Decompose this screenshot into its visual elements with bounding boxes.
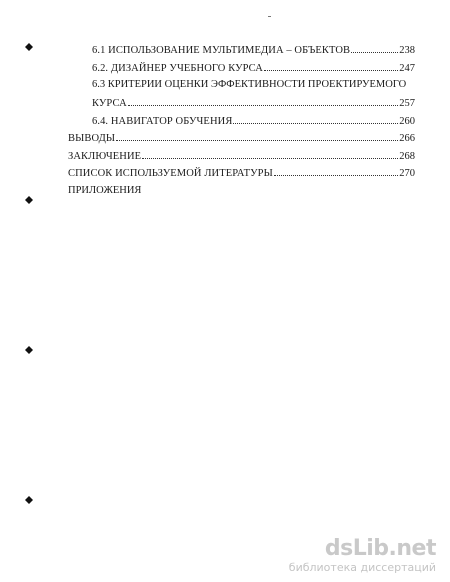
toc-entry-page: 266 [399, 133, 415, 144]
toc-entry-label[interactable]: 6.3 КРИТЕРИИ ОЦЕНКИ ЭФФЕКТИВНОСТИ ПРОЕКТИРУЕМОГО [92, 79, 407, 90]
toc-leader [142, 149, 398, 159]
toc-entry-page: 238 [399, 45, 415, 56]
page-mark [268, 16, 271, 17]
watermark-subtitle: библиотека диссертаций [288, 561, 436, 574]
toc-leader [274, 166, 398, 176]
toc-entry[interactable] [68, 166, 415, 180]
toc-entry[interactable] [92, 43, 415, 57]
watermark [289, 537, 436, 574]
toc-entry-label: ЗАКЛЮЧЕНИЕ [68, 151, 142, 162]
toc-entry-label: 6.1 ИСПОЛЬЗОВАНИЕ МУЛЬТИМЕДИА – ОБЪЕКТОВ [92, 45, 351, 56]
toc-entry[interactable] [68, 149, 415, 163]
binding-hole-mark [25, 43, 33, 51]
toc-entry-label: 6.2. ДИЗАЙНЕР УЧЕБНОГО КУРСА [92, 63, 263, 74]
toc-leader [233, 114, 398, 124]
toc-entry-label: СПИСОК ИСПОЛЬЗУЕМОЙ ЛИТЕРАТУРЫ [68, 168, 273, 179]
toc-entry[interactable] [92, 96, 415, 110]
toc-entry-label: 6.4. НАВИГАТОР ОБУЧЕНИЯ [92, 116, 233, 127]
toc-entry-page: 270 [399, 168, 415, 179]
toc-entry[interactable] [92, 114, 415, 128]
toc-leader [128, 96, 398, 106]
binding-hole-mark [25, 346, 33, 354]
toc-entry-page: 257 [399, 98, 415, 109]
toc-entry-label[interactable]: ПРИЛОЖЕНИЯ [68, 185, 142, 196]
toc-leader [116, 131, 398, 141]
toc-entry[interactable] [68, 131, 415, 145]
binding-hole-mark [25, 196, 33, 204]
toc-entry-page: 260 [399, 116, 415, 127]
toc-entry[interactable] [92, 61, 415, 75]
toc-entry-label: ВЫВОДЫ [68, 133, 116, 144]
binding-hole-mark [25, 496, 33, 504]
toc-leader [351, 43, 398, 53]
toc-entry-label: КУРСА [92, 98, 127, 109]
toc-entry-page: 268 [399, 151, 415, 162]
toc-entry-page: 247 [399, 63, 415, 74]
toc-leader [264, 61, 398, 71]
watermark-logo: dsLib.net [324, 536, 436, 561]
